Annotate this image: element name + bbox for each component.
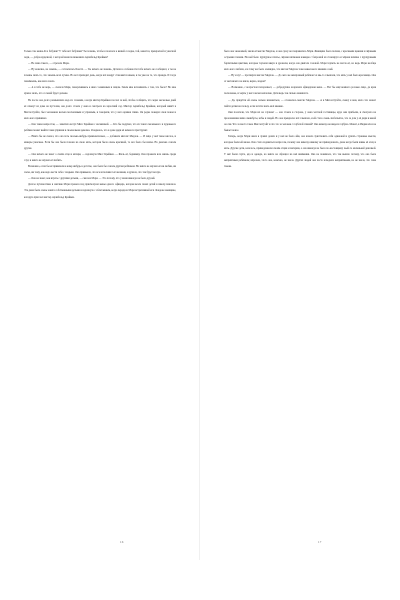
paragraph: — Не знаю такого, — отрезала Марк.	[28, 62, 70, 66]
paragraph: — А в тебе не верь, — сказала Марк, поворачиваясь к ним с каменным и лицом. Зачем мне вспоминать о том, что было? Но мне нужно знать, что со мной будет дальше.	[24, 86, 176, 96]
paragraph: — Да, придётся ей очень сильно измениться, — отозвалась миссис Медлок. — А в Мисселтуэйте, скажу я вам, мало что может пойти детям на пользу, если хотите знать моё мнение.	[224, 98, 376, 108]
paragraph: была она экономкой, звали её миссис Медлок, и она сразу не понравилась Мэри. Женщина была полная, с красными щеками и чёрными острыми глазами. На ней было пурпурное платье, чёрная шёлковая накидка с бахромой из стекляруса и чёрная шляпка с пурпурными бархатными цветами, которые торчали вверх и дрожали, когда она двигала головой. Мэри терпеть не могла её, но ведь Мэри вообще мало кого любила, и к тому же было очевидно, что миссис Медлок тоже невысокого мнения о ней.	[224, 50, 376, 72]
right-page-text	[224, 49, 376, 170]
paragraph: Но после она долго размышляла над его словами, а когда мистер Крейвен послал за ней, чтобы сообщить, что через несколько дней её отвезут из дома на пустоши, она долго стояла у окна и смотрела на заросший сад. Мистер Арчибальд Крейвен, который живёт в Мисселтуэйте, был человеком весьма молчаливым и угрюмым, и говорили, что у него кривая спина. Он редко покидал свои покои и мало кого принимал.	[24, 98, 176, 120]
paragraph: — Никто бы не сказал, что она хоть сколько-нибудь привлекательна, — добавила миссис Медлок. — И лицо у неё такое кислое, и манеры ужасные. Если бы она была похожа на свою мать, которая была очень красивой, то все было бы иначе. Но девочка совсем другая.	[24, 134, 176, 150]
paragraph: — Возможно, с возрастом похорошеет, — добродушно возразила офицерская жена. — Вот бы ещё немного розовее лицо, да нрав поласковее, и черты у неё совсем неплохие. Дети ведь так сильно меняются.	[224, 86, 376, 96]
left-page-text	[24, 49, 176, 201]
paragraph: — Ну и ну! — протянула миссис Медлок. — До чего же невзрачный ребёнок! А мы-то слышали, что мать у неё была красавица. Она от неё ничего не взяла, верно, мадам?	[224, 74, 376, 84]
paragraph: Теперь, когда Мэри жила в чужих домах и у неё не было айи, она начала чувствовать себя одинокой и думать странные мысли, которые были ей внове. Она стала задаваться вопросом, почему она никогда никому не принадлежала, даже когда были живы её отец и мать. Другие дети, казалось, принадлежали своим отцам и матерям, а она никогда не была по-настоящему чьей-то маленькой девочкой. У неё были слуги, еда и одежда, но никто не обращал на неё внимания. Она не понимала, что так вышло потому, что она была неприятным ребёнком; впрочем, этого она, конечно, не знала. Других людей она часто находила неприятными, но не знала, что сама такова.	[224, 134, 376, 169]
right-page	[200, 0, 400, 600]
paragraph: — Она не знает, как играть с другими детьми, — сказала Мэри. — Это потому, что у меня никогда не было друзей.	[28, 177, 156, 181]
paragraph: Возможно, если бы её привязали к кому-нибудь в детстве, она была бы совсем другим ребёнком. Но никто не научил её ни любви, ни ласке, ни тому, как надо вести себя с людьми. Она привыкла, что все исполняют её желания, и думала, что так будет всегда.	[24, 165, 176, 175]
page-number-left: 16	[120, 540, 124, 544]
paragraph: Они полагали, что Мэри их не слушает — она стояла в стороне, у окна частной гостиницы, куда они прибыли, и смотрела на проезжавшие мимо омнибусы, кэбы и людей. Но она прекрасно всё слышала, и ей стало очень любопытно, что за дом у её дяди и какой он сам. Что за место такое Мисселтуэйт и что это за человек с горбатой спиной? Она никогда не видела горбуна. Может, в Индии их и не бывает вовсе.	[224, 110, 376, 132]
paragraph: — Она ничего не знает о своём отце и матери, — вздохнула Мисс Крейвен. — Жаль её, бедняжку. Она прожила всю жизнь среди слуг, и никто не научил её любить.	[24, 153, 176, 163]
page-number-right: 17	[318, 540, 322, 544]
paragraph: Только так канна-bi и бабуши? У тебя нет бабушки? Ты хочешь, чтобы я поехала к вашей соседке, той, кажется, прекрасной и ужасной леди, — добросердечной, с которой меня познакомила Арчибальд Крейвен?	[24, 50, 176, 60]
paragraph: — Она такая непростая, — заметила вслух Мисс Крейвен с насмешкой. — Кто бы подумал, что из такого маленького и худенького ребёнка может выйти такая упрямая и своевольная девочка. Я надеюсь, что в доме дяди её немного приструнят.	[24, 122, 176, 132]
paragraph: — Ну конечно, не знаешь, — согласилась Бонсгл. — Ты ничего не знаешь. Детали в особенности тебе ничего не сообщают, а ты не хочешь знать то, что знаешь всех лучше. Но вот приходит день, когда всё вокруг становится иным, и ты уже не та, что прежде. И тогда понимаешь, как мало знала.	[24, 68, 176, 84]
paragraph: Долгое путешествие в Англию Мэри провела под присмотром жены одного офицера, которая везла своих детей в школу-пансион. Эта дама была очень занята собственными детьми и вздохнула с облегчением, когда передала Мэри встретившей её в Лондоне женщине, которую прислал мистер Арчибальд Крейвен.	[24, 183, 176, 199]
